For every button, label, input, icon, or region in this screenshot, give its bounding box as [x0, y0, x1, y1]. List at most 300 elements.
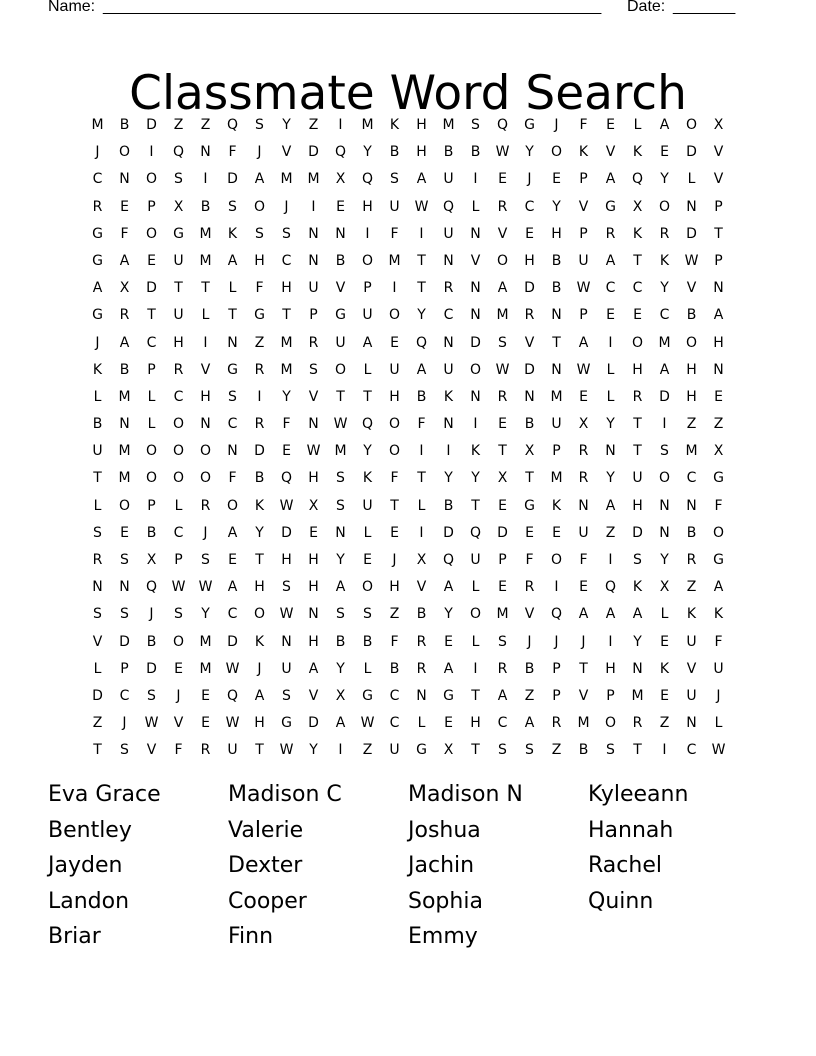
grid-letter: N — [200, 416, 211, 433]
grid-letter: P — [606, 687, 615, 704]
grid-letter: X — [335, 687, 346, 704]
grid-letter: M — [388, 252, 401, 269]
grid-letter: E — [660, 633, 669, 650]
grid-row — [84, 112, 734, 139]
grid-letter: A — [443, 660, 454, 677]
grid-letter: S — [498, 633, 507, 650]
grid-row — [84, 547, 734, 574]
grid-letter: X — [632, 198, 643, 215]
grid-letter: P — [714, 252, 723, 269]
grid-letter: E — [498, 497, 507, 514]
grid-letter: R — [92, 552, 103, 568]
grid-letter: Q — [361, 171, 374, 188]
grid-letter: Z — [686, 416, 697, 433]
grid-letter: D — [281, 524, 292, 541]
grid-letter: S — [633, 552, 642, 568]
grid-letter: S — [336, 497, 345, 514]
grid-letter: Y — [417, 307, 426, 324]
grid-letter: U — [632, 470, 643, 487]
grid-letter: L — [228, 280, 237, 297]
grid-letter: Z — [173, 117, 184, 133]
grid-letter: A — [335, 579, 346, 596]
word-list-item: Finn — [228, 924, 274, 950]
grid-letter: Y — [525, 144, 534, 161]
grid-letter: T — [579, 660, 588, 677]
grid-letter: U — [92, 443, 103, 460]
grid-letter: D — [443, 524, 454, 541]
grid-row — [84, 683, 734, 710]
grid-letter: A — [497, 280, 508, 297]
grid-letter: G — [524, 117, 535, 133]
grid-letter: B — [119, 361, 130, 378]
grid-letter: N — [686, 715, 697, 732]
grid-letter: L — [660, 606, 669, 623]
grid-letter: Z — [362, 742, 373, 759]
grid-letter: P — [363, 280, 372, 297]
grid-letter: R — [524, 579, 535, 596]
grid-letter: E — [498, 579, 507, 596]
grid-letter: J — [176, 687, 181, 704]
grid-letter: S — [498, 334, 507, 351]
grid-letter: J — [122, 715, 127, 732]
grid-letter: S — [282, 579, 291, 596]
grid-letter: A — [578, 606, 589, 623]
grid-letter: J — [527, 633, 532, 650]
grid-letter: N — [470, 307, 481, 324]
grid-letter: N — [686, 198, 697, 215]
grid-letter: U — [713, 660, 724, 677]
grid-letter: U — [335, 334, 346, 351]
grid-letter: L — [93, 388, 102, 405]
grid-letter: S — [282, 225, 291, 242]
grid-letter: L — [201, 307, 210, 324]
grid-letter: H — [281, 280, 292, 297]
grid-letter: M — [550, 388, 563, 405]
grid-letter: H — [308, 579, 319, 596]
grid-letter: I — [257, 388, 262, 405]
grid-letter: Y — [660, 171, 669, 188]
grid-letter: H — [308, 633, 319, 650]
grid-letter: V — [308, 687, 319, 704]
grid-letter: L — [471, 579, 480, 596]
grid-letter: N — [659, 524, 670, 541]
grid-letter: S — [174, 171, 183, 188]
grid-letter: H — [416, 117, 427, 133]
grid-letter: W — [495, 144, 510, 161]
grid-letter: P — [309, 307, 318, 324]
grid-letter: N — [632, 660, 643, 677]
grid-letter: W — [711, 742, 726, 759]
grid-letter: B — [443, 144, 454, 161]
grid-letter: R — [254, 361, 265, 378]
grid-letter: S — [606, 742, 615, 759]
grid-letter: I — [446, 443, 451, 460]
grid-row — [84, 139, 734, 166]
grid-letter: C — [659, 307, 670, 324]
grid-letter: U — [362, 307, 373, 324]
grid-letter: J — [716, 687, 721, 704]
grid-letter: S — [525, 742, 534, 759]
grid-letter: A — [119, 252, 130, 269]
grid-letter: H — [605, 660, 616, 677]
grid-letter: J — [257, 144, 262, 161]
grid-letter: L — [363, 361, 372, 378]
grid-letter: R — [551, 715, 562, 732]
grid-letter: O — [604, 715, 617, 732]
grid-letter: X — [713, 443, 724, 460]
grid-letter: U — [227, 742, 238, 759]
grid-letter: E — [120, 524, 129, 541]
grid-letter: L — [606, 388, 615, 405]
grid-letter: R — [416, 660, 427, 677]
grid-letter: N — [416, 687, 427, 704]
page-title: Classmate Word Search — [129, 66, 687, 122]
grid-letter: C — [173, 524, 184, 541]
grid-letter: Y — [633, 633, 642, 650]
grid-letter: H — [686, 388, 697, 405]
grid-row — [84, 601, 734, 628]
word-list — [48, 777, 768, 955]
grid-letter: E — [552, 524, 561, 541]
grid-letter: J — [257, 660, 262, 677]
grid-letter: S — [282, 687, 291, 704]
grid-letter: B — [416, 388, 427, 405]
grid-letter: M — [496, 606, 509, 623]
grid-letter: V — [524, 334, 535, 351]
grid-letter: O — [145, 443, 158, 460]
grid-letter: W — [360, 715, 375, 732]
grid-letter: T — [255, 742, 264, 759]
grid-letter: J — [203, 524, 208, 541]
grid-letter: F — [525, 552, 534, 568]
grid-letter: B — [416, 606, 427, 623]
grid-letter: N — [686, 497, 697, 514]
grid-letter: C — [389, 687, 400, 704]
grid-letter: L — [93, 497, 102, 514]
grid-letter: V — [470, 252, 481, 269]
grid-letter: A — [227, 524, 238, 541]
grid-letter: V — [713, 171, 724, 188]
grid-letter: M — [91, 117, 104, 133]
grid-letter: A — [605, 606, 616, 623]
grid-letter: K — [632, 144, 643, 161]
grid-letter: U — [551, 416, 562, 433]
grid-letter: S — [309, 361, 318, 378]
grid-letter: A — [659, 117, 670, 133]
grid-letter: H — [281, 552, 292, 568]
grid-letter: K — [686, 606, 697, 623]
grid-letter: N — [227, 334, 238, 351]
grid-letter: V — [578, 687, 589, 704]
grid-letter: Z — [659, 715, 670, 732]
word-list-item: Sophia — [408, 888, 483, 914]
grid-letter: N — [713, 280, 724, 297]
grid-letter: O — [172, 416, 185, 433]
grid-letter: A — [443, 579, 454, 596]
grid-letter: U — [686, 633, 697, 650]
grid-letter: T — [714, 225, 723, 242]
grid-letter: T — [471, 742, 480, 759]
grid-letter: R — [443, 280, 454, 297]
grid-row — [84, 520, 734, 547]
grid-letter: T — [633, 742, 642, 759]
grid-letter: T — [390, 497, 399, 514]
grid-letter: G — [713, 470, 724, 487]
grid-letter: C — [92, 171, 103, 188]
grid-letter: Y — [606, 470, 615, 487]
grid-letter: A — [416, 361, 427, 378]
grid-row — [84, 194, 734, 221]
grid-letter: I — [473, 416, 478, 433]
grid-letter: I — [419, 225, 424, 242]
grid-letter: N — [200, 144, 211, 161]
grid-letter: D — [497, 524, 508, 541]
grid-letter: Z — [686, 579, 697, 596]
grid-letter: O — [199, 443, 212, 460]
grid-letter: T — [93, 742, 102, 759]
grid-letter: Z — [200, 117, 211, 133]
grid-letter: V — [497, 225, 508, 242]
grid-row — [84, 330, 734, 357]
grid-letter: W — [171, 579, 186, 596]
grid-letter: T — [525, 470, 534, 487]
grid-letter: E — [606, 307, 615, 324]
grid-row — [84, 384, 734, 411]
grid-letter: Y — [660, 552, 669, 568]
grid-row — [84, 493, 734, 520]
grid-letter: Q — [442, 552, 455, 568]
grid-letter: P — [552, 443, 561, 460]
grid-letter: I — [338, 742, 343, 759]
grid-letter: X — [146, 552, 157, 568]
grid-letter: W — [333, 416, 348, 433]
grid-letter: R — [497, 660, 508, 677]
grid-letter: E — [525, 225, 534, 242]
grid-letter: D — [686, 144, 697, 161]
grid-letter: C — [146, 334, 157, 351]
grid-letter: Q — [469, 524, 482, 541]
grid-letter: J — [554, 633, 559, 650]
grid-letter: H — [173, 334, 184, 351]
grid-letter: Z — [389, 606, 400, 623]
word-list-item: Joshua — [408, 817, 481, 843]
grid-letter: S — [174, 606, 183, 623]
grid-letter: N — [713, 361, 724, 378]
grid-letter: H — [389, 388, 400, 405]
grid-letter: K — [659, 660, 670, 677]
grid-letter: O — [118, 144, 131, 161]
grid-letter: I — [608, 552, 613, 568]
grid-letter: D — [227, 171, 238, 188]
word-list-item: Briar — [48, 924, 101, 950]
grid-row — [84, 411, 734, 438]
grid-letter: T — [498, 443, 507, 460]
grid-letter: T — [174, 280, 183, 297]
grid-letter: H — [254, 252, 265, 269]
grid-letter: L — [633, 117, 642, 133]
grid-letter: C — [524, 198, 535, 215]
grid-letter: C — [389, 715, 400, 732]
grid-letter: B — [389, 660, 400, 677]
grid-letter: H — [362, 198, 373, 215]
grid-letter: A — [713, 307, 724, 324]
grid-letter: T — [417, 470, 426, 487]
grid-letter: F — [390, 225, 399, 242]
grid-letter: P — [552, 687, 561, 704]
grid-letter: X — [497, 470, 508, 487]
grid-letter: Y — [552, 198, 561, 215]
word-list-item: Dexter — [228, 853, 303, 879]
grid-letter: C — [605, 280, 616, 297]
grid-letter: L — [93, 660, 102, 677]
grid-letter: O — [145, 470, 158, 487]
grid-letter: O — [145, 171, 158, 188]
grid-row — [84, 465, 734, 492]
grid-letter: Y — [606, 416, 615, 433]
grid-letter: D — [146, 117, 157, 133]
grid-letter: R — [416, 633, 427, 650]
letter-grid — [84, 112, 734, 765]
word-list-item: Madison C — [228, 782, 342, 807]
grid-letter: A — [335, 715, 346, 732]
grid-letter: E — [498, 171, 507, 188]
grid-letter: Z — [713, 416, 724, 433]
grid-letter: R — [200, 497, 211, 514]
grid-letter: O — [253, 606, 266, 623]
grid-letter: N — [308, 252, 319, 269]
grid-letter: R — [686, 552, 697, 568]
grid-letter: S — [93, 606, 102, 623]
grid-letter: K — [470, 443, 481, 460]
grid-row — [84, 656, 734, 683]
grid-letter: N — [308, 416, 319, 433]
grid-letter: V — [713, 144, 724, 161]
word-list-item: Madison N — [408, 782, 523, 807]
grid-letter: M — [199, 252, 212, 269]
grid-letter: W — [225, 660, 240, 677]
grid-letter: W — [684, 252, 699, 269]
grid-letter: G — [605, 198, 616, 215]
word-list-item: Eva Grace — [48, 782, 161, 807]
grid-letter: G — [335, 307, 346, 324]
grid-letter: T — [147, 307, 156, 324]
grid-letter: I — [662, 416, 667, 433]
grid-letter: G — [92, 307, 103, 324]
grid-letter: M — [685, 443, 698, 460]
grid-letter: F — [390, 633, 399, 650]
grid-letter: A — [308, 660, 319, 677]
grid-letter: Y — [444, 470, 453, 487]
grid-letter: Q — [226, 117, 239, 133]
grid-letter: X — [713, 117, 724, 133]
grid-letter: R — [119, 307, 130, 324]
grid-letter: B — [200, 198, 211, 215]
grid-letter: N — [470, 388, 481, 405]
grid-letter: S — [228, 388, 237, 405]
grid-letter: U — [308, 280, 319, 297]
grid-letter: M — [199, 633, 212, 650]
grid-letter: E — [633, 307, 642, 324]
grid-letter: F — [714, 633, 723, 650]
grid-letter: J — [284, 198, 289, 215]
grid-letter: O — [658, 198, 671, 215]
grid-letter: O — [685, 334, 698, 351]
grid-letter: W — [279, 606, 294, 623]
grid-letter: E — [309, 524, 318, 541]
grid-letter: C — [173, 388, 184, 405]
grid-letter: G — [362, 687, 373, 704]
grid-letter: A — [227, 252, 238, 269]
grid-letter: U — [389, 742, 400, 759]
grid-letter: B — [578, 742, 589, 759]
grid-letter: K — [254, 633, 265, 650]
grid-letter: E — [444, 633, 453, 650]
grid-letter: S — [120, 606, 129, 623]
grid-letter: A — [119, 334, 130, 351]
grid-letter: M — [334, 443, 347, 460]
grid-letter: Z — [605, 524, 616, 541]
grid-letter: J — [527, 171, 532, 188]
grid-letter: K — [632, 225, 643, 242]
grid-letter: O — [550, 552, 563, 568]
grid-letter: D — [146, 660, 157, 677]
grid-letter: E — [390, 334, 399, 351]
grid-letter: I — [149, 144, 154, 161]
grid-letter: M — [118, 388, 131, 405]
grid-letter: M — [199, 225, 212, 242]
grid-letter: J — [581, 633, 586, 650]
grid-letter: N — [524, 388, 535, 405]
grid-letter: P — [552, 660, 561, 677]
grid-letter: A — [227, 579, 238, 596]
grid-letter: N — [119, 579, 130, 596]
grid-letter: I — [662, 742, 667, 759]
grid-letter: L — [147, 416, 156, 433]
grid-letter: Q — [172, 144, 185, 161]
grid-row — [84, 438, 734, 465]
grid-letter: M — [199, 660, 212, 677]
grid-letter: C — [632, 280, 643, 297]
grid-letter: U — [443, 225, 454, 242]
grid-letter: V — [200, 361, 211, 378]
grid-letter: I — [311, 198, 316, 215]
grid-letter: B — [146, 633, 157, 650]
grid-letter: K — [389, 117, 400, 133]
grid-letter: K — [443, 388, 454, 405]
grid-letter: G — [443, 687, 454, 704]
grid-letter: S — [201, 552, 210, 568]
grid-letter: A — [524, 715, 535, 732]
grid-letter: V — [146, 742, 157, 759]
word-list-item: Quinn — [588, 888, 654, 914]
grid-letter: K — [551, 497, 562, 514]
grid-letter: C — [686, 470, 697, 487]
grid-letter: K — [659, 252, 670, 269]
grid-letter: M — [658, 334, 671, 351]
grid-letter: L — [687, 171, 696, 188]
grid-letter: E — [147, 252, 156, 269]
grid-letter: W — [576, 361, 591, 378]
grid-letter: M — [577, 715, 590, 732]
grid-letter: U — [686, 687, 697, 704]
grid-letter: N — [119, 416, 130, 433]
grid-letter: H — [551, 225, 562, 242]
grid-letter: E — [660, 687, 669, 704]
grid-letter: V — [173, 715, 184, 732]
grid-letter: T — [471, 687, 480, 704]
grid-letter: J — [392, 552, 397, 568]
grid-letter: N — [281, 633, 292, 650]
